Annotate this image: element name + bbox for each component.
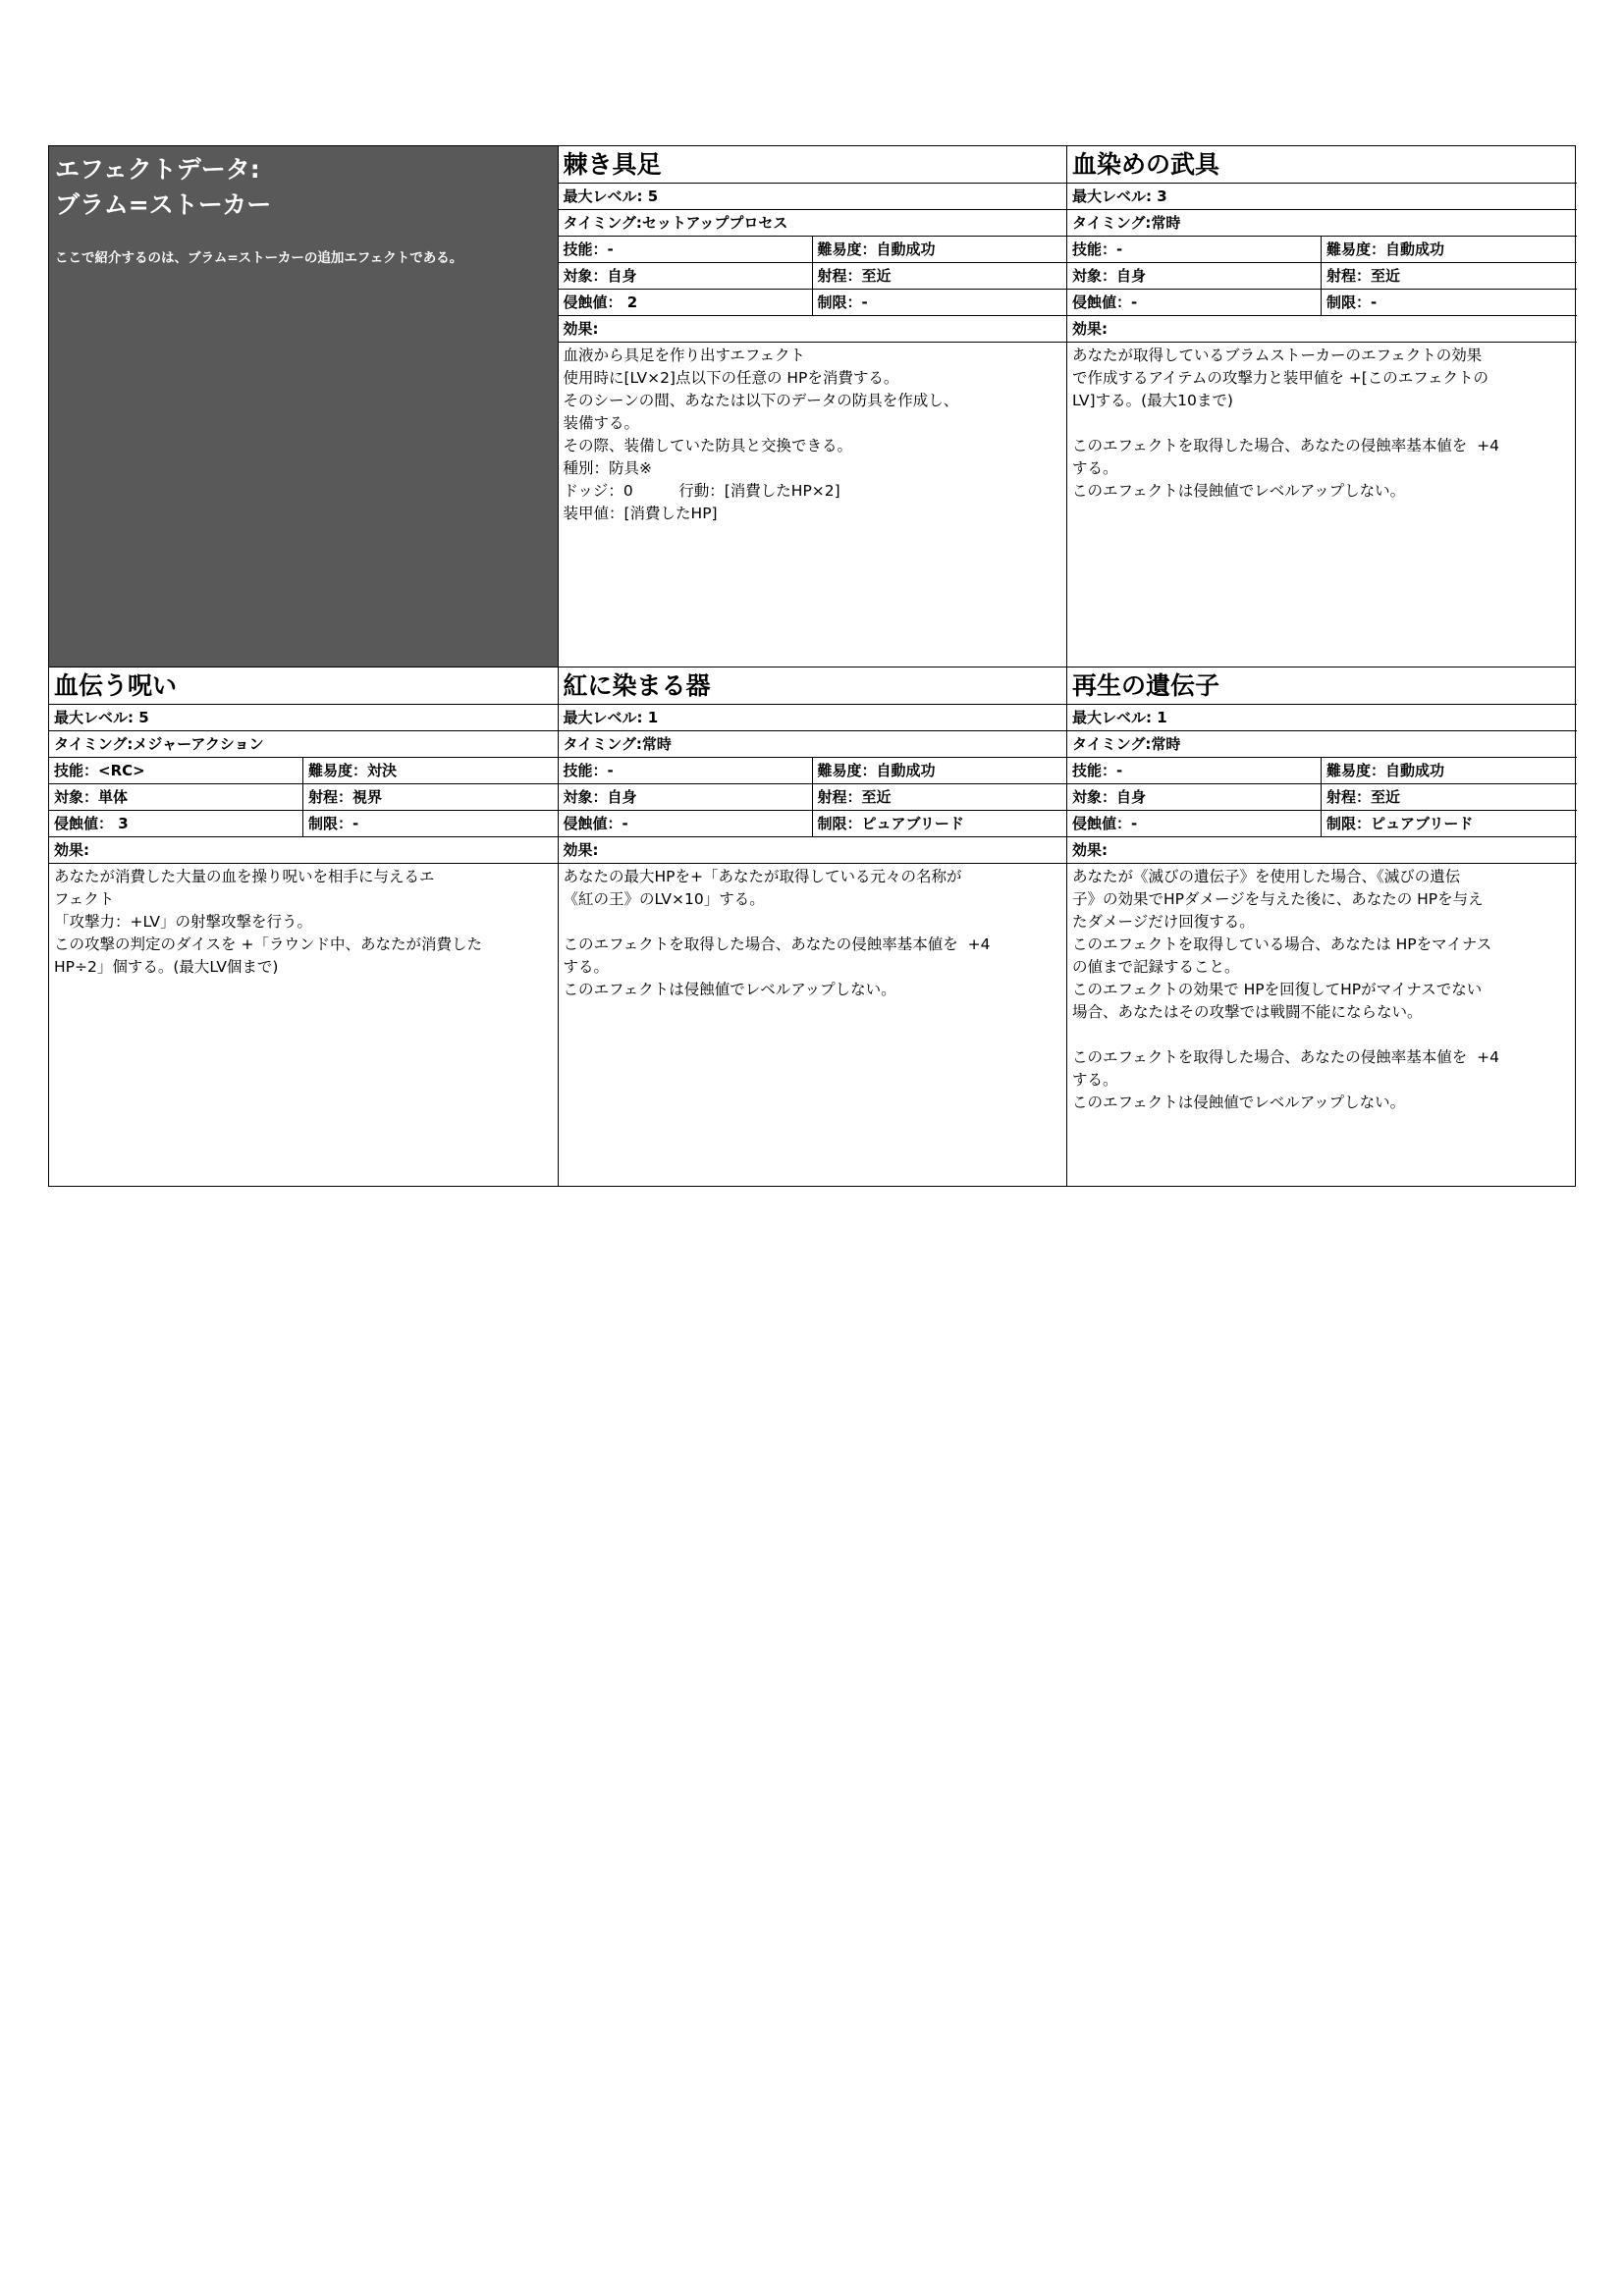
effect-name: 紅に染まる器 bbox=[559, 667, 1067, 705]
effect-erosion-row bbox=[1067, 290, 1577, 316]
effect-difficulty: 難易度：自動成功 bbox=[817, 762, 936, 779]
effect-skill-row bbox=[1067, 237, 1577, 263]
sheet-row-bottom bbox=[49, 667, 1575, 1186]
effect-skill: 技能：<RC> bbox=[49, 758, 303, 784]
effect-text: 血液から具足を作り出すエフェクト 使用時に[LV×2]点以下の任意の HPを消費する。 そのシーンの間、あなたは以下のデータの防具を作成し、 装備する。 その際、装備していた防具と交換できる。 種別：防具※ ドッジ：0 行動：[消費したHP×2] 装甲値：[消費したHP] bbox=[563, 347, 959, 522]
effect-name: 棘き具足 bbox=[559, 146, 1067, 184]
effect-label: 効果: bbox=[1067, 837, 1577, 864]
effect-range: 射程：至近 bbox=[1326, 788, 1401, 806]
effect-erosion-row bbox=[49, 811, 558, 837]
effect-label: 効果: bbox=[1067, 316, 1577, 343]
effect-limit: 制限：- bbox=[817, 294, 868, 311]
effect-max-level: 最大レベル: 5 bbox=[559, 184, 1067, 210]
effect-range: 射程：至近 bbox=[1326, 267, 1401, 285]
effect-limit: 制限：- bbox=[308, 815, 359, 832]
effect-erosion: 侵蝕値：- bbox=[1067, 290, 1322, 316]
intro-title-line1: エフェクトデータ: bbox=[55, 155, 260, 184]
effect-timing: タイミング:メジャーアクション bbox=[49, 731, 558, 758]
effect-range: 射程：視界 bbox=[308, 788, 383, 806]
effect-max-level: 最大レベル: 3 bbox=[1067, 184, 1577, 210]
effect-limit: 制限：ピュアブリード bbox=[1326, 815, 1474, 832]
effect-timing: タイミング:常時 bbox=[1067, 210, 1577, 237]
effect-target: 対象：自身 bbox=[1067, 784, 1322, 811]
effect-erosion: 侵蝕値： 3 bbox=[49, 811, 303, 837]
effect-text: あなたが《滅びの遺伝子》を使用した場合、《滅びの遺伝 子》の効果でHPダメージを与えた後に、あなたの HPを与え たダメージだけ回復する。 このエフェクトを取得している場合、あなたは HPをマイナス の値まで記録すること。 このエフェクトの効果で HPを回復してHPがマイナスでない 場合、あなたはその攻撃では戦闘不能にならない。 このエフェクトを取得した場合、あなたの侵蝕率基本値を +4 する。 このエフェクトは侵蝕値でレベルアップしない。 bbox=[1072, 868, 1499, 1111]
effect-timing: タイミング:常時 bbox=[1067, 731, 1577, 758]
effect-target-row bbox=[1067, 784, 1577, 811]
effect-erosion: 侵蝕値： 2 bbox=[559, 290, 813, 316]
effect-timing: タイミング:常時 bbox=[559, 731, 1067, 758]
effect-label: 効果: bbox=[559, 316, 1067, 343]
effect-erosion: 侵蝕値：- bbox=[1067, 811, 1322, 837]
effect-target-row bbox=[559, 263, 1067, 290]
effect-skill: 技能：- bbox=[559, 237, 813, 263]
effect-label: 効果: bbox=[49, 837, 558, 864]
effect-name: 血染めの武具 bbox=[1067, 146, 1577, 184]
effect-target-row bbox=[559, 784, 1067, 811]
effect-card bbox=[559, 667, 1068, 1186]
effect-difficulty: 難易度：自動成功 bbox=[1326, 240, 1445, 258]
effect-limit: 制限：- bbox=[1326, 294, 1378, 311]
effect-name: 血伝う呪い bbox=[49, 667, 558, 705]
effect-difficulty: 難易度：自動成功 bbox=[817, 240, 936, 258]
effect-label: 効果: bbox=[559, 837, 1067, 864]
effect-erosion: 侵蝕値：- bbox=[559, 811, 813, 837]
effect-erosion-row bbox=[559, 811, 1067, 837]
effect-skill: 技能：- bbox=[1067, 758, 1322, 784]
effect-max-level: 最大レベル: 1 bbox=[1067, 705, 1577, 731]
effect-target-row bbox=[1067, 263, 1577, 290]
effect-skill-row bbox=[559, 237, 1067, 263]
effect-limit: 制限：ピュアブリード bbox=[817, 815, 964, 832]
intro-title-line2: ブラム=ストーカー bbox=[55, 190, 272, 219]
effect-difficulty: 難易度：自動成功 bbox=[1326, 762, 1445, 779]
effect-target: 対象：自身 bbox=[1067, 263, 1322, 290]
effect-text: あなたが取得しているブラムストーカーのエフェクトの効果 で作成するアイテムの攻撃力と装甲値を +[このエフェクトの LV]する。(最大10まで) このエフェクトを取得した場合、あなたの侵蝕率基本値を +4 する。 このエフェクトは侵蝕値でレベルアップしない。 bbox=[1072, 347, 1499, 500]
effect-erosion-row bbox=[1067, 811, 1577, 837]
effect-skill-row bbox=[49, 758, 558, 784]
effect-target: 対象：自身 bbox=[559, 263, 813, 290]
effect-skill-row bbox=[559, 758, 1067, 784]
effect-card bbox=[1067, 146, 1577, 667]
effect-target: 対象：単体 bbox=[49, 784, 303, 811]
effect-skill-row bbox=[1067, 758, 1577, 784]
effect-target-row bbox=[49, 784, 558, 811]
intro-description: ここで紹介するのは、ブラム=ストーカーの追加エフェクトである。 bbox=[55, 250, 463, 266]
effect-text: あなたが消費した大量の血を操り呪いを相手に与えるエ フェクト 「攻撃力：+LV」の射撃攻撃を行う。 この攻撃の判定のダイスを +「ラウンド中、あなたが消費した HP÷2」個する。(最大LV個まで) bbox=[54, 868, 482, 976]
sheet-row-top bbox=[49, 146, 1575, 667]
effect-timing: タイミング:セットアッププロセス bbox=[559, 210, 1067, 237]
effect-skill: 技能：- bbox=[1067, 237, 1322, 263]
effect-card bbox=[1067, 667, 1577, 1186]
effect-erosion-row bbox=[559, 290, 1067, 316]
effect-difficulty: 難易度：対決 bbox=[308, 762, 398, 779]
effect-target: 対象：自身 bbox=[559, 784, 813, 811]
effect-max-level: 最大レベル: 5 bbox=[49, 705, 558, 731]
effect-skill: 技能：- bbox=[559, 758, 813, 784]
effect-max-level: 最大レベル: 1 bbox=[559, 705, 1067, 731]
intro-panel bbox=[49, 146, 559, 667]
effect-range: 射程：至近 bbox=[817, 267, 892, 285]
effect-card bbox=[559, 146, 1068, 667]
effect-card bbox=[49, 667, 559, 1186]
effect-name: 再生の遺伝子 bbox=[1067, 667, 1577, 705]
effect-data-sheet bbox=[48, 145, 1576, 1187]
effect-range: 射程：至近 bbox=[817, 788, 892, 806]
effect-text: あなたの最大HPを+「あなたが取得している元々の名称が 《紅の王》のLV×10」する。 このエフェクトを取得した場合、あなたの侵蝕率基本値を +4 する。 このエフェクトは侵蝕値でレベルアップしない。 bbox=[563, 868, 991, 998]
